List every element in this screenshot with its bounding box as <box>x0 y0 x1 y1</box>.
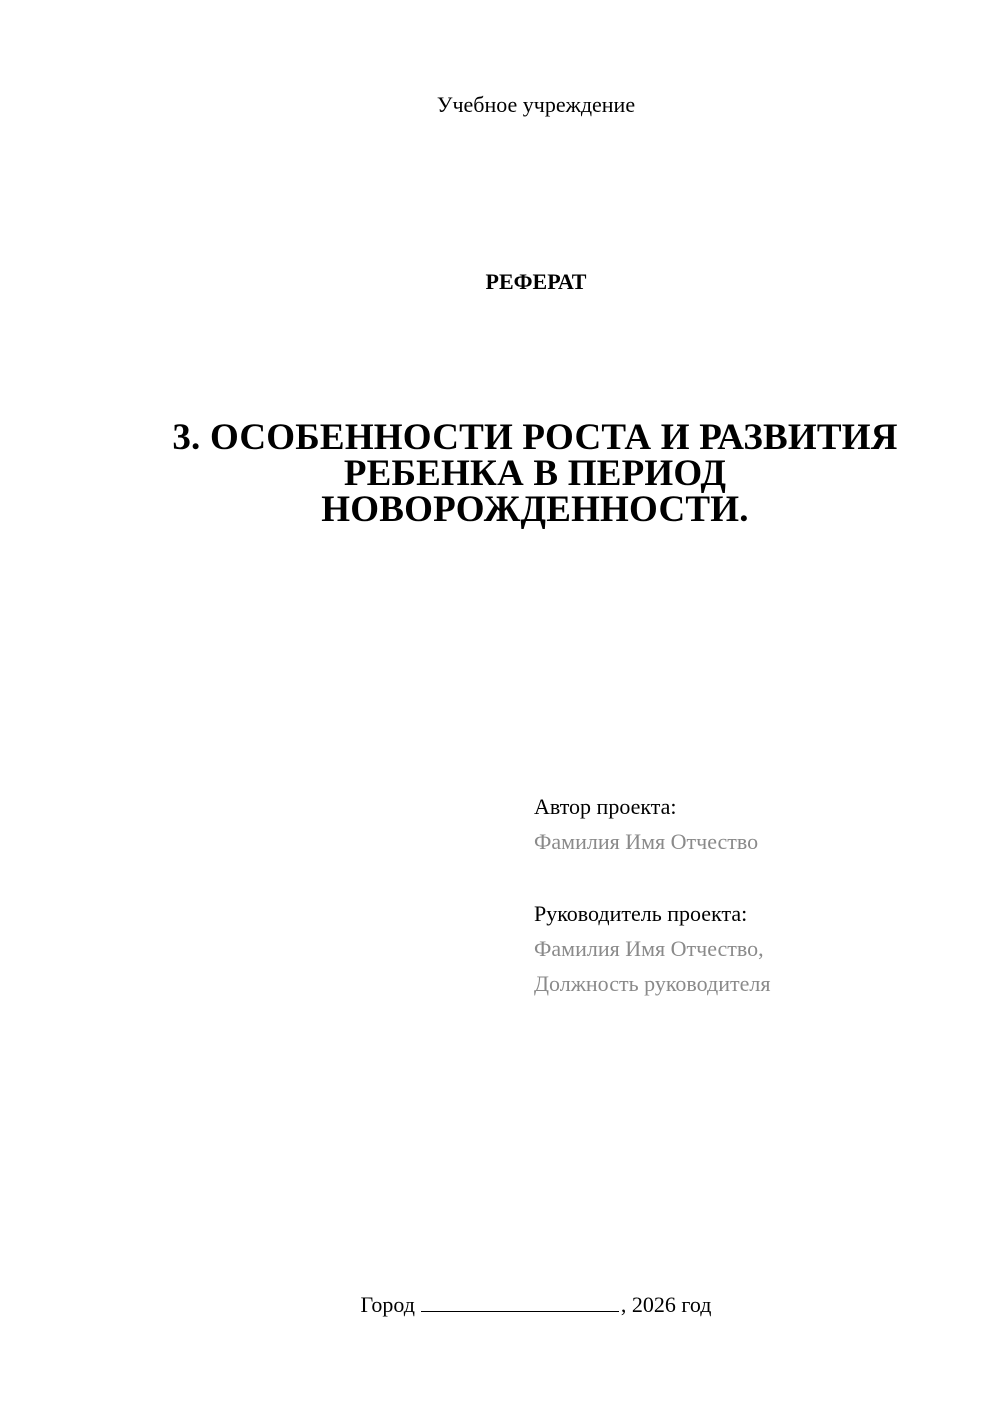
city-blank-line <box>421 1291 619 1312</box>
supervisor-name-placeholder: Фамилия Имя Отчество, <box>534 936 764 961</box>
author-label: Автор проекта: <box>534 794 677 819</box>
supervisor-label: Руководитель проекта: <box>534 901 748 926</box>
city-label: Город <box>360 1292 415 1317</box>
supervisor-position-placeholder: Должность руководителя <box>534 971 771 996</box>
institution-name: Учебное учреждение <box>436 92 636 117</box>
title-line: РЕБЕНКА В ПЕРИОД <box>343 453 727 494</box>
author-name-placeholder: Фамилия Имя Отчество <box>534 829 759 854</box>
title-line: НОВОРОЖДЕННОСТИ. <box>321 489 749 530</box>
credits-block <box>534 789 974 1001</box>
title-line: 3. ОСОБЕННОСТИ РОСТА И РАЗВИТИЯ <box>172 417 898 458</box>
footer-city-year <box>0 1291 1000 1319</box>
page-title <box>140 417 930 530</box>
spacer <box>534 859 974 896</box>
document-type: РЕФЕРАТ <box>485 269 587 294</box>
year-text: , 2026 год <box>620 1292 712 1317</box>
